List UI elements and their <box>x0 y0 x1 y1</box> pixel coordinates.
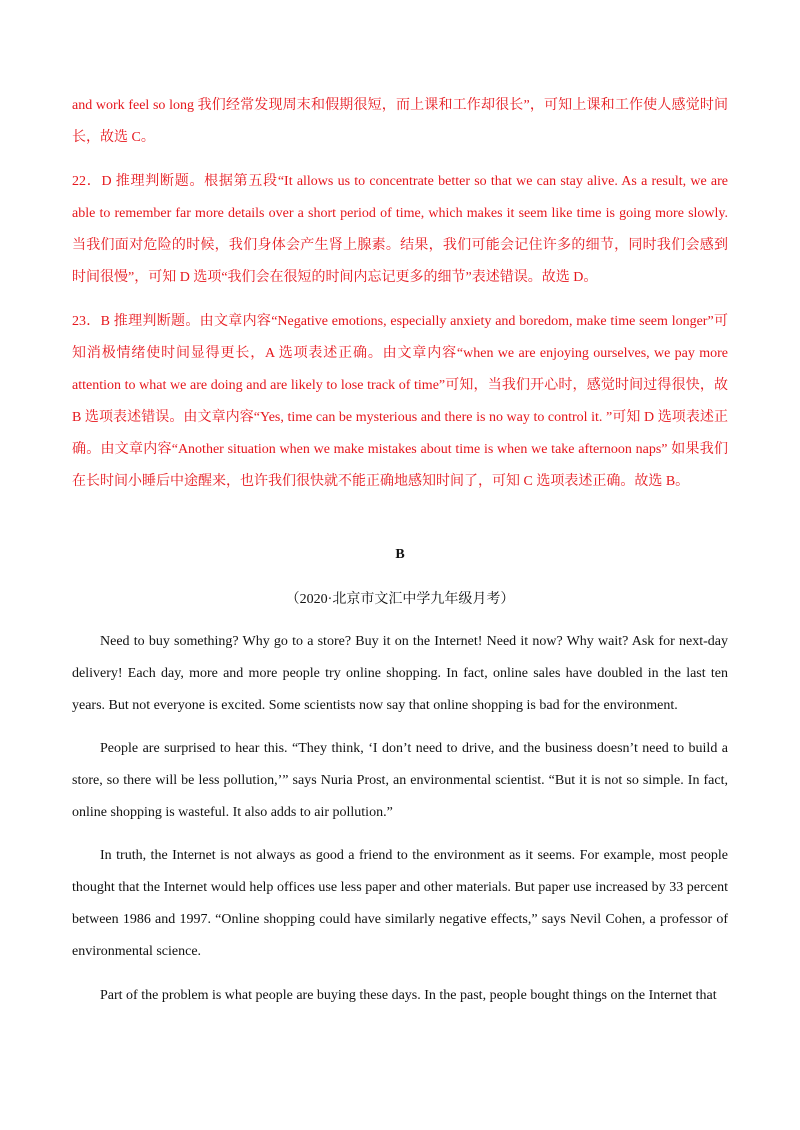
passage-paragraph-1: Need to buy something? Why go to a store? Buy it on the Internet! Need it now? Why wait? Ask for next-day delivery! Each day, more and more people try online shopping. In fact, online sales have doubled in the last ten years. But not everyone is excited. Some scientists now say that online shopping is bad for the environment. <box>72 634 728 713</box>
answer-paragraph-21-continued: and work feel so long 我们经常发现周末和假期很短，而上课和工作却很长”，可知上课和工作使人感觉时间长，故选 C。 <box>72 98 728 145</box>
answer-paragraph-22: 22．D 推理判断题。根据第五段“It allows us to concentrate better so that we can stay alive. As a result, we are able to remember far more details over a short period of time, which makes it seem like time is going more slowly. 当我们面对危险的时候，我们身体会产生肾上腺素。结果，我们可能会记住许多的细节，同时我们会感到时间很慢”，可知 D 选项“我们会在很短的时间内忘记更多的细节”表述错误。故选 D。 <box>72 174 728 285</box>
passage-paragraph-3: In truth, the Internet is not always as good a friend to the environment as it seems. For example, most people thought that the Internet would help offices use less paper and other materials. But paper use increased by 33 percent between 1986 and 1997. “Online shopping could have similarly negative effects,” says Nevil Cohen, a professor of environmental science. <box>72 848 728 959</box>
answer-paragraph-23: 23．B 推理判断题。由文章内容“Negative emotions, especially anxiety and boredom, make time seem longer”可知消极情绪使时间显得更长，A 选项表述正确。由文章内容“when we are enjoying ourselves, we pay more attention to what we are doing and are likely to lose track of time”可知，当我们开心时，感觉时间过得很快，故 B 选项表述错误。由文章内容“Yes, time can be mysterious and there is no way to control it. ”可知 D 选项表述正确。由文章内容“Another situation when we make mistakes about time is when we take afternoon naps” 如果我们在长时间小睡后中途醒来，也许我们很快就不能正确地感知时间了，可知 C 选项表述正确。故选 B。 <box>72 314 728 489</box>
section-title: B <box>395 547 405 562</box>
passage-paragraph-2: People are surprised to hear this. “They think, ‘I don’t need to drive, and the business doesn’t need to build a store, so there will be less pollution,’” says Nuria Prost, an environmental scientist. “But it is not so simple. In fact, online shopping is wasteful. It also adds to air pollution.” <box>72 741 728 820</box>
passage-paragraph-4: Part of the problem is what people are buying these days. In the past, people bought things on the Internet that <box>100 988 717 1003</box>
passage-source: （2020·北京市文汇中学九年级月考） <box>285 592 515 607</box>
